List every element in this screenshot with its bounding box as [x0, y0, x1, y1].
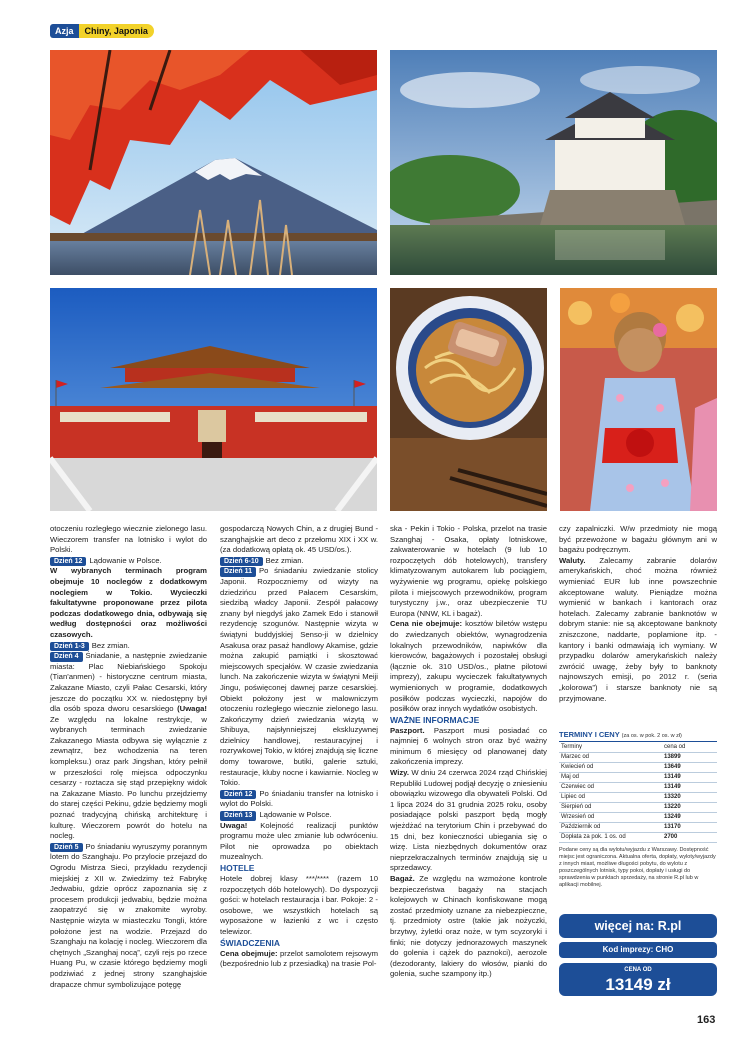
day-badge: Dzień 12 — [220, 790, 256, 800]
price-note: Podane ceny są dla wylotu/wyjazdu z Warszawy. Dostępność miejsc jest ograniczona. Aktualna oferta, dopłaty, wyloty/wyjazdy z innych miast, możliwe długości pobytu, do wylotu z poszczególnych lotnisk, typy pokoi, dopłaty i usługi do sprawdzenia w punktach sprzedaży, na stronie R.pl lub w aplikacji mobilnej. — [559, 846, 716, 888]
supplement-row — [559, 832, 717, 842]
col3-intro: ska - Pekin i Tokio - Polska, przelot na trasie Szanghaj - Osaka, opłaty lotniskowe, zakwaterowanie w hotelach (9 lub 10 rozpoczętych dób hotelowych), transfery klimatyzowanym autokarem lub pociągiem, wyżywienie wg programu, opiekę polskiego pilota i miejscowych przewodników, program turystyczny j.w., oraz ubezpieczenie TU Europa (NNW, KL i bagaż). — [390, 524, 547, 618]
section-swiadczenia: ŚWIADCZENIA — [220, 937, 280, 948]
day-text: Po śniadaniu wyruszymy porannym lotem do Szanghaju. Po przylocie przejazd do Ogrodu Mistrza Sieci, przykładu rezydencji miejskiej z XII w. Zwiedzimy też Fabrykę Jedwabiu, gdzie oprócz zapoznania się z procesem produkcji jedwabiu, będzie można zaopatrzyć się w znakomite wyroby. Następnie wizyta w miasteczku Tongli, które położone jest na wodzie. Przejazd do Szanghaju na kolację i nocleg. Wieczorem dla chętnych „Szanghaj nocą”, czyli rejs po rzece Huang Pu, w czasie którego będziemy mogli podziwiać z jednej strony szanghajskie drapacze chmur symbolizujące potęgę — [50, 841, 207, 989]
price-cell: 13149 — [662, 772, 717, 782]
section-hotele: HOTELE — [220, 863, 255, 873]
price-subtitle: (za os. w pok. 2 os. w zł) — [621, 733, 682, 739]
term-cell: Czerwiec od — [559, 782, 662, 792]
table-row — [559, 772, 717, 782]
price-from-value: 13149 zł — [605, 975, 671, 994]
country-tag: Chiny, Japonia — [79, 24, 154, 38]
day-text: Bez zmian. — [265, 555, 304, 565]
day-text: Lądowanie w Polsce. — [259, 810, 332, 820]
price-cell: 13170 — [662, 822, 717, 832]
uwaga-text: Kolejność realizacji punktów programu może ulec zmianie lub odwróceniu. Pilot nie oprowadza po obiektach muzealnych. — [220, 820, 378, 862]
day-badge: Dzień 5 — [50, 843, 83, 853]
column-3 — [390, 524, 547, 980]
col4-intro: czy zapalniczki. W/w przedmioty nie mogą być przewożone w bagażu głównym ani w bagażu podręcznym. — [559, 524, 717, 555]
wizy-text: W dniu 24 czerwca 2024 rząd Chińskiej Republiki Ludowej podjął decyzję o zniesieniu obowiązku wizowego dla obywateli Polski. Od 1 lipca 2024 do 31 grudnia 2025 roku, osoby posiadające polski paszport będą mogły wjeżdżać na terytorium Chin i przebywać do 15 dni, bez konieczności ubiegania się o wizę. Lista niezbędnych dokumentów oraz nieprzekraczalnych terminów znajdują się u sprzedawcy. — [390, 768, 547, 873]
day-badge: Dzień 6-10 — [220, 557, 263, 567]
bagaz-label: Bagaż. — [390, 874, 415, 883]
section-wazne-informacje: WAŻNE INFORMACJE — [390, 714, 480, 725]
term-cell: Marzec od — [559, 752, 662, 762]
term-cell: Kwiecień od — [559, 762, 662, 772]
day-badge: Dzień 11 — [220, 567, 256, 577]
wizy-label: Wizy. — [390, 768, 410, 778]
day-text: Po śniadaniu transfer na lotnisko i wylot do Polski. — [220, 788, 378, 809]
waluty-label: Waluty. — [559, 555, 586, 565]
term-cell: Październik od — [559, 822, 662, 832]
price-cell: 13149 — [662, 782, 717, 792]
paszport-text: Paszport musi posiadać co najmniej 6 wolnych stron oraz być ważny minimum 6 miesięcy od planowanej daty zakończenia imprezy. — [390, 725, 547, 767]
price-title-text: TERMINY I CENY — [559, 730, 620, 739]
price-cell: 13220 — [662, 802, 717, 812]
paszport-label: Paszport. — [390, 725, 425, 735]
day-badge: Dzień 1-3 — [50, 642, 89, 652]
uwaga-label: (Uwaga! — [177, 704, 207, 714]
price-cell: 13249 — [662, 812, 717, 822]
price-table-box — [559, 730, 717, 889]
table-row — [559, 782, 717, 792]
tour-code-badge: Kod imprezy: CHO — [559, 942, 717, 958]
table-row — [559, 812, 717, 822]
day-text: Lądowanie w Polsce. — [89, 555, 162, 565]
price-table-title — [559, 730, 717, 742]
column-1 — [50, 524, 207, 990]
price-from-label: CENA OD — [624, 967, 652, 973]
uwaga-label: Uwaga! — [220, 820, 248, 830]
price-from-box — [559, 963, 717, 996]
price-cell: 13649 — [662, 762, 717, 772]
col2-intro: gospodarczą Nowych Chin, a z drugiej Bund - szanghajskie art deco z przełomu XIX i XX w. (za dodatkową opłatą ok. 45 USD/os.). — [220, 524, 378, 555]
page-number: 163 — [697, 1014, 716, 1026]
day-text: Bez zmian. — [91, 640, 130, 650]
day-text: Śniadanie, a następnie zwiedzanie miasta: Plac Niebiańskiego Spokoju (Tian'anmen) - historyczne centrum miasta, Zakazane Miasto, czyli Pałac Cesarski, który jeszcze do początku XX w. niedostępny był dla osób spoza dworu cesarskiego — [50, 651, 207, 714]
supplement-label: Dopłata za pok. 1 os. od — [559, 832, 662, 842]
cena-nie-obejmuje-text: kosztów biletów wstępu do zwiedzanych obiektów, wynagrodzenia lokalnych przewodników, napiwków dla kierowców, bagażowych i pozostałej obsługi (łącznie ok. 310 USD/os., płatne pilotowi imprezy), zakupu wycieczek fakultatywnych wymienionych w programie, dodatkowych posiłków podczas wycieczki, napojów do posiłków oraz innych wydatków osobistych. — [390, 619, 548, 714]
term-cell: Sierpień od — [559, 802, 662, 812]
photo-mount-fuji — [50, 50, 377, 275]
term-cell: Maj od — [559, 772, 662, 782]
day-badge: Dzień 4 — [50, 652, 83, 662]
price-cell: 13899 — [662, 752, 717, 762]
col1-intro: otoczeniu rozległego wiecznie zielonego lasu. Wieczorem transfer na lotnisko i wylot do Polski. — [50, 524, 207, 555]
price-table — [559, 742, 717, 843]
day-text: Ze względu na lokalne restrykcje, w wybranych terminach zwiedzanie Zakazanego Miasta odbywa się wyłącznie z zewnątrz, bez wchodzenia na teren kompleksu.) oraz park Jingshan, który pełnił w przeszłości rolę miejsca odpoczynku cesarzy - roztacza się stąd przepiękny widok na Zakazane Miasto. Po lunchu przejdziemy do starej części Pekinu, gdzie będziemy mogli poznać tradycyjną chińską architekturę i kulturę. Wieczorem powrót do hotelu na nocleg. — [50, 714, 207, 841]
day-badge: Dzień 12 — [50, 557, 86, 567]
table-row — [559, 822, 717, 832]
day-text: Po śniadaniu zwiedzanie stolicy Japonii. Rozpoczniemy od wizyty na dziedzińcu przed Pałacem Cesarskim, siedzibą władcy Japonii. Zespół pałacowy znany był niegdyś jako Zamek Edo i stanowił rezydencję szogunów. Następnie wizyta w świątyni buddyjskiej Senso-ji w dzielnicy Asakusa oraz pasaż handlowy Akamise, gdzie można zakupić pamiątki i skosztować miejscowych specjałów. W czasie zwiedzania lunch. Na zakończenie wizyta w świątyni Meiji Jingu, poświęconej dawnej parze cesarskiej. Obiekt położony jest w malowniczym otoczeniu rozległego wiecznie zielonego lasu. Zakończymy dzień zwiedzania wizytą w Shibuya, najsłynniejszej ekskluzywnej dzielnicy handlowej, restauracyjnej i rozrywkowej Tokio, w której znajdują się liczne domy towarowe, butiki, galerie sztuki, restauracje, kluby nocne i kawiarnie. Nocleg w Tokio. — [220, 566, 378, 788]
term-cell: Lipiec od — [559, 792, 662, 802]
table-row — [559, 792, 717, 802]
bagaz-text: Ze względu na wzmożone kontrole bezpieczeństwa bagaży na stacjach kolejowych w Chinach konfiskowane mogą zostać przedmioty uznane za niebezpieczne, tj. przedmioty ostre (takie jak nożyczki, brzytwy, żyletki oraz noże, w tym scyzoryki i finki; nie dotyczy jednorazowych maszynek do golenia i cążek do paznokci), aerozole (dezodoranty, lakiery do włosów, pianki do golenia, suche szampony itp.) — [390, 874, 547, 979]
photo-ramen — [390, 288, 547, 511]
hotele-text: Hotele dobrej klasy ***/**** (razem 10 rozpoczętych dób hotelowych). Do dyspozycji gości: w hotelach restauracja i bar. Pokoje: 2 - osobowe, we wszystkich hotelach są wyposażone w łazienki z wc i często telewizor. — [220, 874, 378, 936]
header-cell: cena od — [662, 742, 717, 752]
column-4 — [559, 524, 717, 704]
table-row — [559, 752, 717, 762]
cena-obejmuje-text: przelot samolotem rejsowym (bezpośrednio lub z przesiadką) na trasie Pol- — [220, 948, 378, 969]
more-info-button[interactable]: więcej na: R.pl — [559, 914, 717, 938]
waluty-text: Zalecamy zabranie dolarów amerykańskich, choć można również wymieniać EUR lub inne powszechnie akceptowane waluty. Pieniądze można wymienić w bankach i kantorach oraz hotelach. Zalecamy zabranie banknotów w dobrym stanie: nie są akceptowane banknoty zniszczone, naddarte, poplamione itp. - kantory i banki odmawiają ich wymiany. W przypadku dolarów amerykańskich należy zwrócić uwagę, żeby były to banknoty najnowszych emisji, po 2012 r. (seria „kolorowa”) i starsze banknoty nie są przyjmowane. — [559, 555, 717, 703]
cena-nie-obejmuje-label: Cena nie obejmuje: — [390, 619, 463, 629]
table-row — [559, 762, 717, 772]
header-cell: Terminy — [559, 742, 662, 752]
supplement-value: 2700 — [662, 832, 717, 842]
day-badge: Dzień 13 — [220, 811, 256, 821]
photo-japanese-castle — [390, 50, 717, 275]
term-cell: Wrzesień od — [559, 812, 662, 822]
photo-tiananmen — [50, 288, 377, 511]
table-header-row — [559, 742, 717, 752]
price-cell: 13320 — [662, 792, 717, 802]
table-row — [559, 802, 717, 812]
photo-kimono — [560, 288, 717, 511]
region-tags — [50, 24, 154, 38]
cena-obejmuje-label: Cena obejmuje: — [220, 948, 278, 958]
region-tag: Azja — [50, 24, 79, 38]
column-2 — [220, 524, 378, 970]
col1-bold-note: W wybranych terminach program obejmuje 10 noclegów z dodatkowym noclegiem w Tokio. Wycieczki fakultatywne proponowane przez pilota podczas dodatkowego dnia, odbywają się według dostępności oraz możliwości czasowych. — [50, 566, 207, 639]
